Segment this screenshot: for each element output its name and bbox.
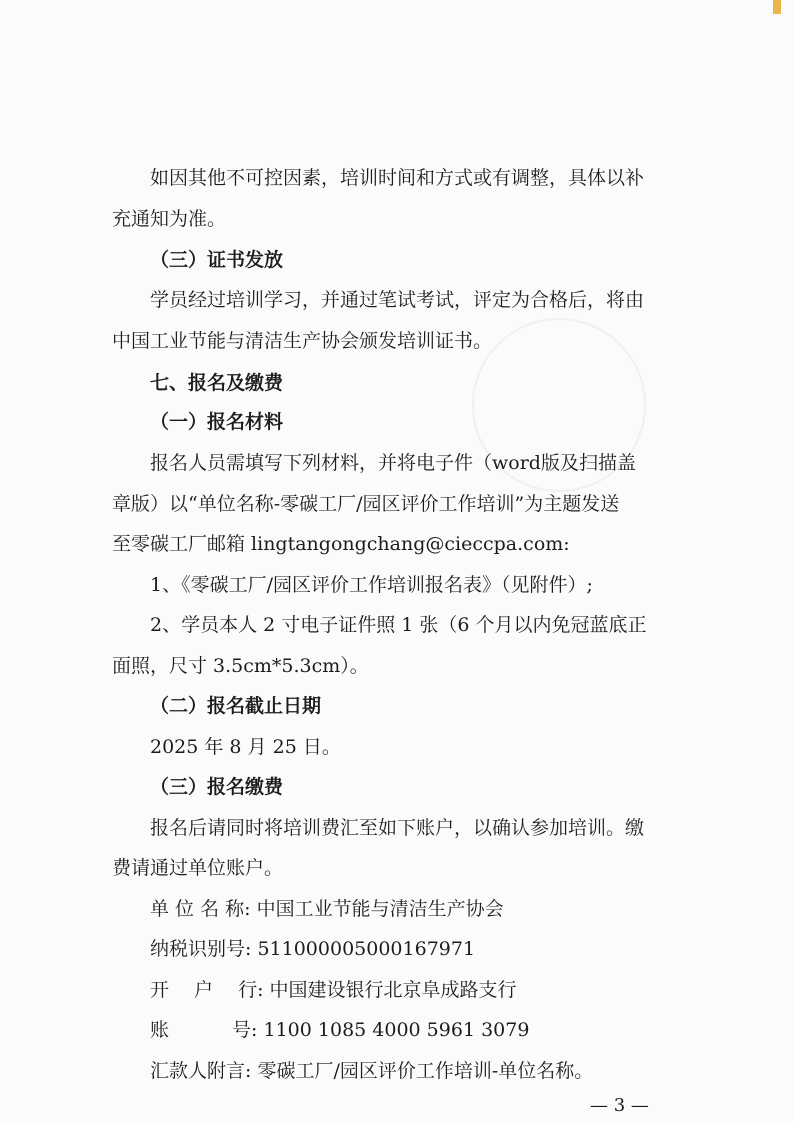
certificate-line-2: 中国工业节能与清洁生产协会颁发培训证书。 <box>112 330 493 352</box>
tax-id-label: 纳税识别号: <box>150 938 252 960</box>
memo-label: 汇款人附言: <box>150 1060 252 1082</box>
memo-value: 零碳工厂/园区评价工作培训-单位名称。 <box>257 1060 594 1082</box>
account-number-row <box>150 1018 529 1042</box>
reschedule-line-2: 充通知为准。 <box>112 208 227 230</box>
bank-row <box>150 978 517 1002</box>
materials-item-2-line-2: 面照，尺寸 3.5cm*5.3cm）。 <box>112 655 369 677</box>
payment-line-2: 费请通过单位账户。 <box>112 857 284 879</box>
corner-tab-mark <box>773 0 781 14</box>
payment-line-1: 报名后请同时将培训费汇至如下账户，以确认参加培训。缴 <box>150 817 645 839</box>
account-number-value: 1100 1085 4000 5961 3079 <box>263 1019 530 1041</box>
materials-heading: （一）报名材料 <box>150 411 284 433</box>
section-seven-heading: 七、报名及缴费 <box>150 372 284 394</box>
materials-line-1: 报名人员需填写下列材料，并将电子件（word版及扫描盖 <box>150 452 636 474</box>
tax-id-row <box>150 937 475 961</box>
memo-row <box>150 1059 593 1083</box>
payment-heading: （三）报名缴费 <box>150 776 284 798</box>
bank-value: 中国建设银行北京阜成路支行 <box>269 979 517 1001</box>
materials-line-3: 至零碳工厂邮箱 lingtangongchang@cieccpa.com: <box>112 533 570 555</box>
deadline-heading: （二）报名截止日期 <box>150 695 322 717</box>
page-number: — 3 — <box>590 1095 649 1116</box>
account-name-value: 中国工业节能与清洁生产协会 <box>256 898 504 920</box>
materials-line-2: 章版）以“单位名称-零碳工厂/园区评价工作培训”为主题发送 <box>112 493 620 515</box>
tax-id-value: 511000005000167971 <box>257 938 476 960</box>
account-name-label: 单 位 名 称: <box>150 898 251 920</box>
materials-item-2-line-1: 2、学员本人 2 寸电子证件照 1 张（6 个月以内免冠蓝底正 <box>150 614 647 636</box>
deadline-date: 2025 年 8 月 25 日。 <box>150 736 341 758</box>
materials-item-1: 1、《零碳工厂/园区评价工作培训报名表》（见附件）; <box>150 574 593 596</box>
bank-label: 开 户 行: <box>150 979 264 1001</box>
account-name-row <box>150 897 504 921</box>
certificate-line-1: 学员经过培训学习，并通过笔试考试，评定为合格后，将由 <box>150 289 645 311</box>
certificate-heading: （三）证书发放 <box>150 249 284 271</box>
reschedule-line-1: 如因其他不可控因素，培训时间和方式或有调整，具体以补 <box>150 167 645 189</box>
account-number-label: 账 号: <box>150 1019 258 1041</box>
